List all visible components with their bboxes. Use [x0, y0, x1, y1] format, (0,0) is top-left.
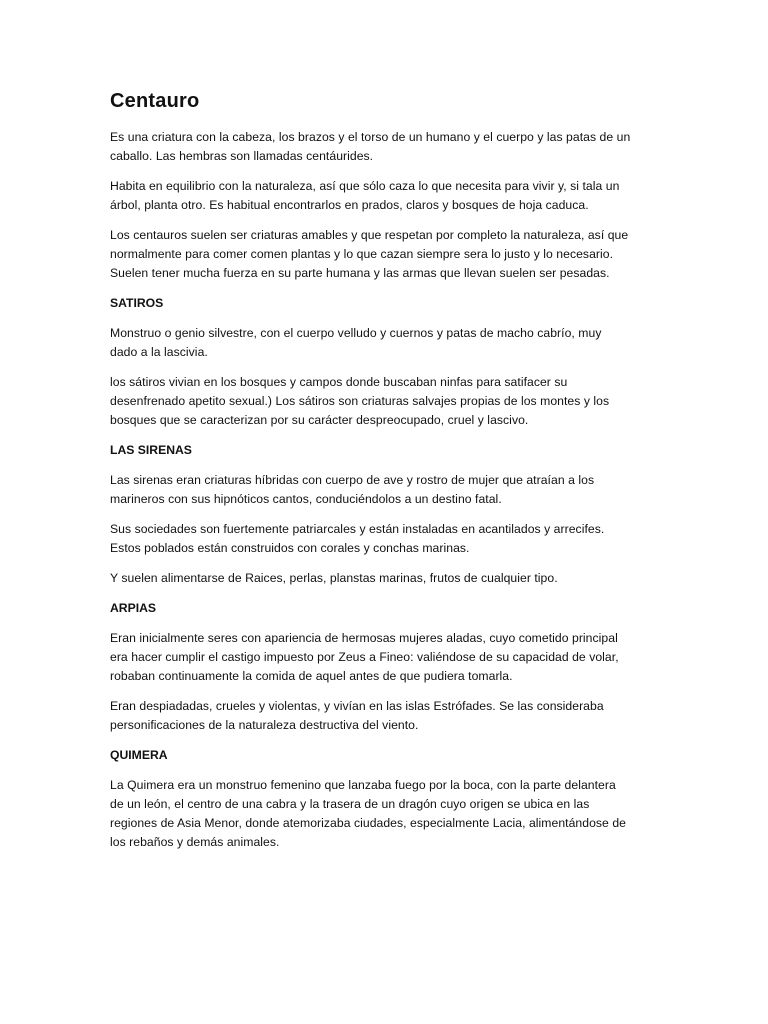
- paragraph: [110, 471, 662, 509]
- paragraph: [110, 776, 662, 852]
- paragraph: [110, 569, 662, 588]
- paragraph-line: regiones de Asia Menor, donde atemorizaba ciudades, especialmente Lacia, alimentándose de: [110, 816, 626, 830]
- paragraph: [110, 629, 662, 686]
- paragraph: [110, 697, 662, 735]
- paragraph-line: caballo. Las hembras son llamadas centáurides.: [110, 149, 374, 163]
- paragraph-line: de un león, el centro de una cabra y la trasera de un dragón cuyo origen se ubica en las: [110, 797, 590, 811]
- paragraph-line: árbol, planta otro. Es habitual encontrarlos en prados, claros y bosques de hoja caduca.: [110, 198, 589, 212]
- paragraph: [110, 373, 662, 430]
- paragraph-line: Sus sociedades son fuertemente patriarcales y están instaladas en acantilados y arrecifes.: [110, 522, 605, 536]
- section-heading: ARPIAS: [110, 601, 157, 615]
- paragraph: [110, 324, 662, 362]
- paragraph-line: era hacer cumplir el castigo impuesto por Zeus a Fineo: valiéndose de su capacidad de volar,: [110, 650, 619, 664]
- paragraph: [110, 128, 662, 166]
- paragraph: [110, 226, 662, 283]
- paragraph-line: Habita en equilibrio con la naturaleza, así que sólo caza lo que necesita para vivir y, si tala un: [110, 179, 620, 193]
- paragraph-line: Es una criatura con la cabeza, los brazos y el torso de un humano y el cuerpo y las patas de un: [110, 130, 631, 144]
- document-body: [110, 128, 662, 852]
- paragraph-line: robaban continuamente la comida de aquel antes de que pudiera tomarla.: [110, 669, 513, 683]
- paragraph: [110, 520, 662, 558]
- section-heading: LAS SIRENAS: [110, 443, 192, 457]
- document-title: Centauro: [110, 90, 200, 112]
- paragraph-line: Los centauros suelen ser criaturas amables y que respetan por completo la naturaleza, así que: [110, 228, 629, 242]
- paragraph-line: Las sirenas eran criaturas híbridas con cuerpo de ave y rostro de mujer que atraían a los: [110, 473, 595, 487]
- paragraph-line: dado a la lascivia.: [110, 345, 208, 359]
- paragraph-line: Eran despiadadas, crueles y violentas, y vivían en las islas Estrófades. Se las consideraba: [110, 699, 604, 713]
- paragraph: [110, 177, 662, 215]
- paragraph-line: desenfrenado apetito sexual.) Los sátiros son criaturas salvajes propias de los montes y los: [110, 394, 610, 408]
- document-page: [110, 88, 662, 863]
- paragraph-line: La Quimera era un monstruo femenino que lanzaba fuego por la boca, con la parte delantera: [110, 778, 616, 792]
- paragraph-line: personificaciones de la naturaleza destructiva del viento.: [110, 718, 419, 732]
- paragraph-line: Suelen tener mucha fuerza en su parte humana y las armas que llevan suelen ser pesadas.: [110, 266, 610, 280]
- section-heading: QUIMERA: [110, 748, 168, 762]
- paragraph-line: Monstruo o genio silvestre, con el cuerpo velludo y cuernos y patas de macho cabrío, muy: [110, 326, 602, 340]
- paragraph-line: Eran inicialmente seres con apariencia de hermosas mujeres aladas, cuyo cometido principal: [110, 631, 618, 645]
- paragraph-line: los sátiros vivian en los bosques y campos donde buscaban ninfas para satifacer su: [110, 375, 568, 389]
- paragraph-line: Estos poblados están construidos con corales y conchas marinas.: [110, 541, 470, 555]
- paragraph-line: Y suelen alimentarse de Raices, perlas, planstas marinas, frutos de cualquier tipo.: [110, 571, 558, 585]
- paragraph-line: marineros con sus hipnóticos cantos, conduciéndolos a un destino fatal.: [110, 492, 502, 506]
- paragraph-line: bosques que se caracterizan por su carácter despreocupado, cruel y lascivo.: [110, 413, 529, 427]
- section-heading: SATIROS: [110, 296, 164, 310]
- paragraph-line: los rebaños y demás animales.: [110, 835, 280, 849]
- paragraph-line: normalmente para comer comen plantas y lo que cazan siempre sera lo justo y lo necesario.: [110, 247, 614, 261]
